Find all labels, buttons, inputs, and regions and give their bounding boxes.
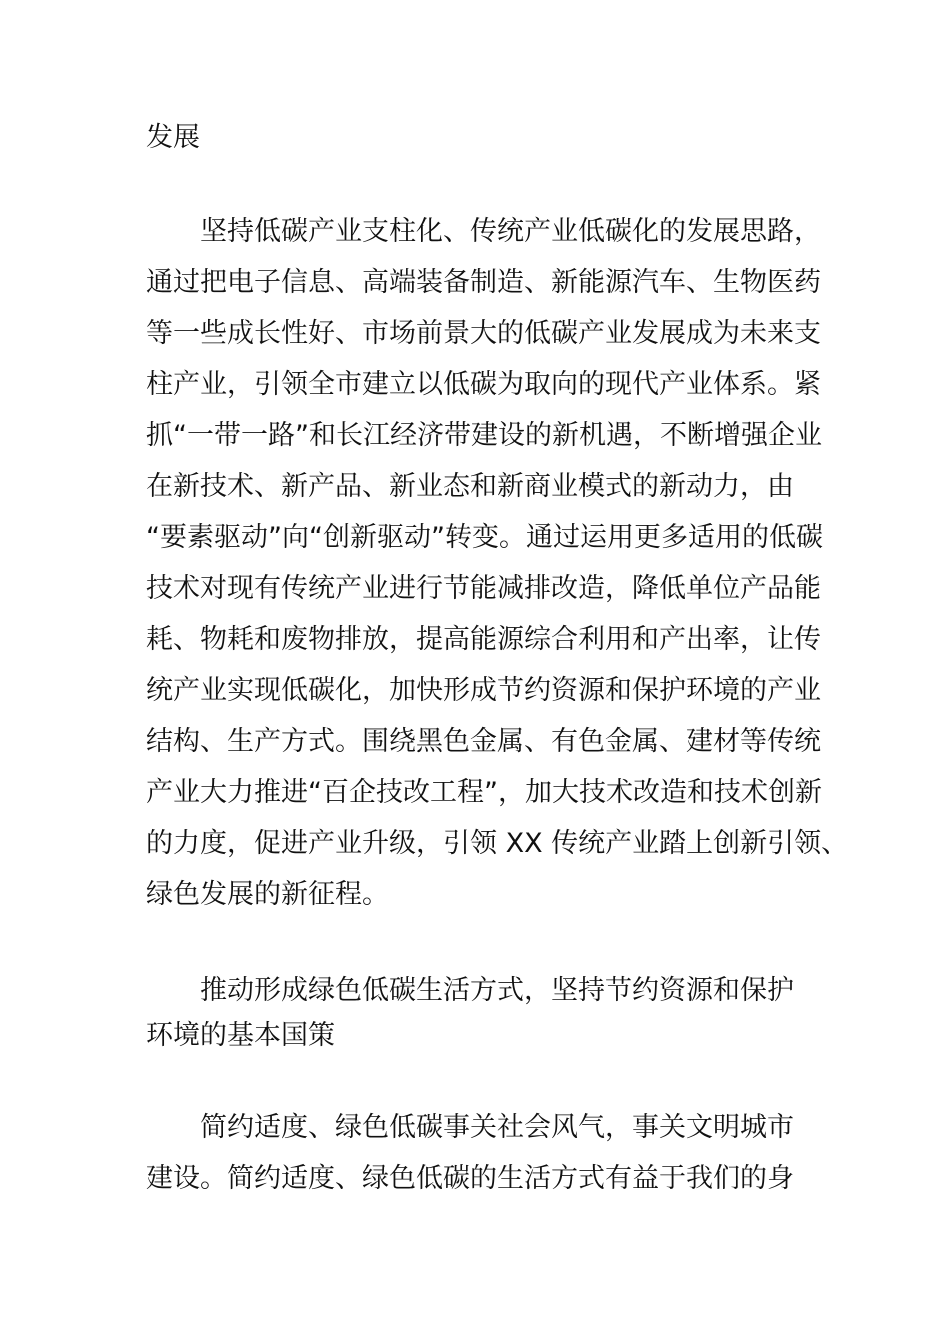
paragraph-line: 耗、物耗和废物排放，提高能源综合利用和产出率，让传 — [146, 624, 821, 655]
paragraph-line: 技术对现有传统产业进行节能减排改造，降低单位产品能 — [146, 573, 821, 604]
paragraph-line: 统产业实现低碳化，加快形成节约资源和保护环境的产业 — [146, 675, 821, 706]
paragraph-line: 的力度，促进产业升级，引领 XX 传统产业踏上创新引领、 — [146, 828, 849, 859]
section-heading-line: 推动形成绿色低碳生活方式，坚持节约资源和保护 — [200, 975, 794, 1006]
paragraph-line: 简约适度、绿色低碳事关社会风气，事关文明城市 — [200, 1112, 794, 1143]
section-heading-line: 环境的基本国策 — [146, 1020, 335, 1051]
paragraph-line: 绿色发展的新征程。 — [146, 879, 389, 910]
paragraph-line: 在新技术、新产品、新业态和新商业模式的新动力，由 — [146, 471, 794, 502]
paragraph-line: 通过把电子信息、高端装备制造、新能源汽车、生物医药 — [146, 267, 821, 298]
paragraph-line: “要素驱动”向“创新驱动”转变。通过运用更多适用的低碳 — [146, 522, 823, 553]
paragraph-line: 抓“一带一路”和长江经济带建设的新机遇，不断增强企业 — [146, 420, 822, 451]
paragraph-line: 柱产业，引领全市建立以低碳为取向的现代产业体系。紧 — [146, 369, 821, 400]
paragraph-line: 建设。简约适度、绿色低碳的生活方式有益于我们的身 — [146, 1163, 794, 1194]
paragraph-line: 产业大力推进“百企技改工程”，加大技术改造和技术创新 — [146, 777, 822, 808]
paragraph-line: 坚持低碳产业支柱化、传统产业低碳化的发展思路， — [200, 216, 821, 247]
paragraph-line: 结构、生产方式。围绕黑色金属、有色金属、建材等传统 — [146, 726, 821, 757]
heading-tail: 发展 — [146, 122, 200, 153]
paragraph-line: 等一些成长性好、市场前景大的低碳产业发展成为未来支 — [146, 318, 821, 349]
